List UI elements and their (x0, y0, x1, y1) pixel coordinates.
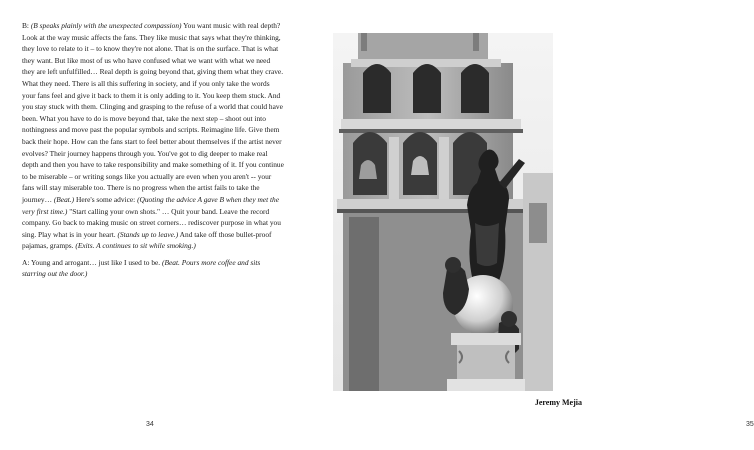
dialogue-text: Here's some advice: (74, 194, 138, 204)
stage-direction: (Stands up to leave.) (117, 229, 179, 239)
stage-direction: (Exits. A continues to sit while smoking.) (75, 241, 196, 251)
script-text (22, 20, 284, 285)
dialogue-text: And take off those bullet-proof pajamas, gramps. (22, 229, 272, 251)
paragraph (22, 20, 284, 252)
stage-direction: (B speaks plainly with the unexpected compassion) (30, 21, 182, 30)
stage-direction: (Quoting the advice A gave B when they met the very first time.) (22, 194, 280, 216)
photograph (333, 33, 553, 391)
dialogue-text: A: Young and arrogant… just like I used to be. (22, 257, 162, 267)
statue-photo-illustration (333, 33, 553, 391)
dialogue-text: You want music with real depth? Look at the way music affects the fans. They like music that says what they're thinking, they love to relate to it – to know they're not alone. That is on the surface. That is what they want. But like most of us who have confused what we want with what we need they are left unfulfilled… Real depth is going beyond that, giving them what they crave. What they need. There is all this suffering in society, and if you only take the words your fans feel and give it back to them it is only adding to it. You keep them stuck. And you stay stuck with them. Clinging and grasping to the refuse of a world that could have been. What you have to do is move beyond that, take the next step – shoot out into nothingness and move past the popular symbols and scripts. Reimagine life. Give them back their hope. How can the fans start to feel better about themselves if the artist never evolves? Their journey happens through you. You've got to dig deeper to make real depth and then you have to take responsibility and make something of it. If you continue to be miserable – or writing songs like you actually are even when you aren't -- your fans will stay miserable too. There is no progress when the artist fails to take the journey… (22, 21, 284, 204)
dialogue-text: "Start calling your own shots." … Quit your band. Leave the record company. Go back to making music on street corners… rediscover purpose in what you sing. Play what is in your heart. (22, 206, 281, 239)
photo-caption: Jeremy Mejia (534, 398, 582, 407)
page-number-right: 35 (746, 421, 754, 428)
dialogue-text: B: (22, 21, 31, 30)
left-page (0, 0, 300, 450)
stage-direction: (Beat.) (53, 194, 75, 204)
paragraph (22, 257, 284, 280)
page-number-left: 34 (146, 421, 154, 428)
stage-direction: (Beat. Pours more coffee and sits starring out the door.) (22, 257, 261, 279)
right-page (300, 0, 754, 450)
